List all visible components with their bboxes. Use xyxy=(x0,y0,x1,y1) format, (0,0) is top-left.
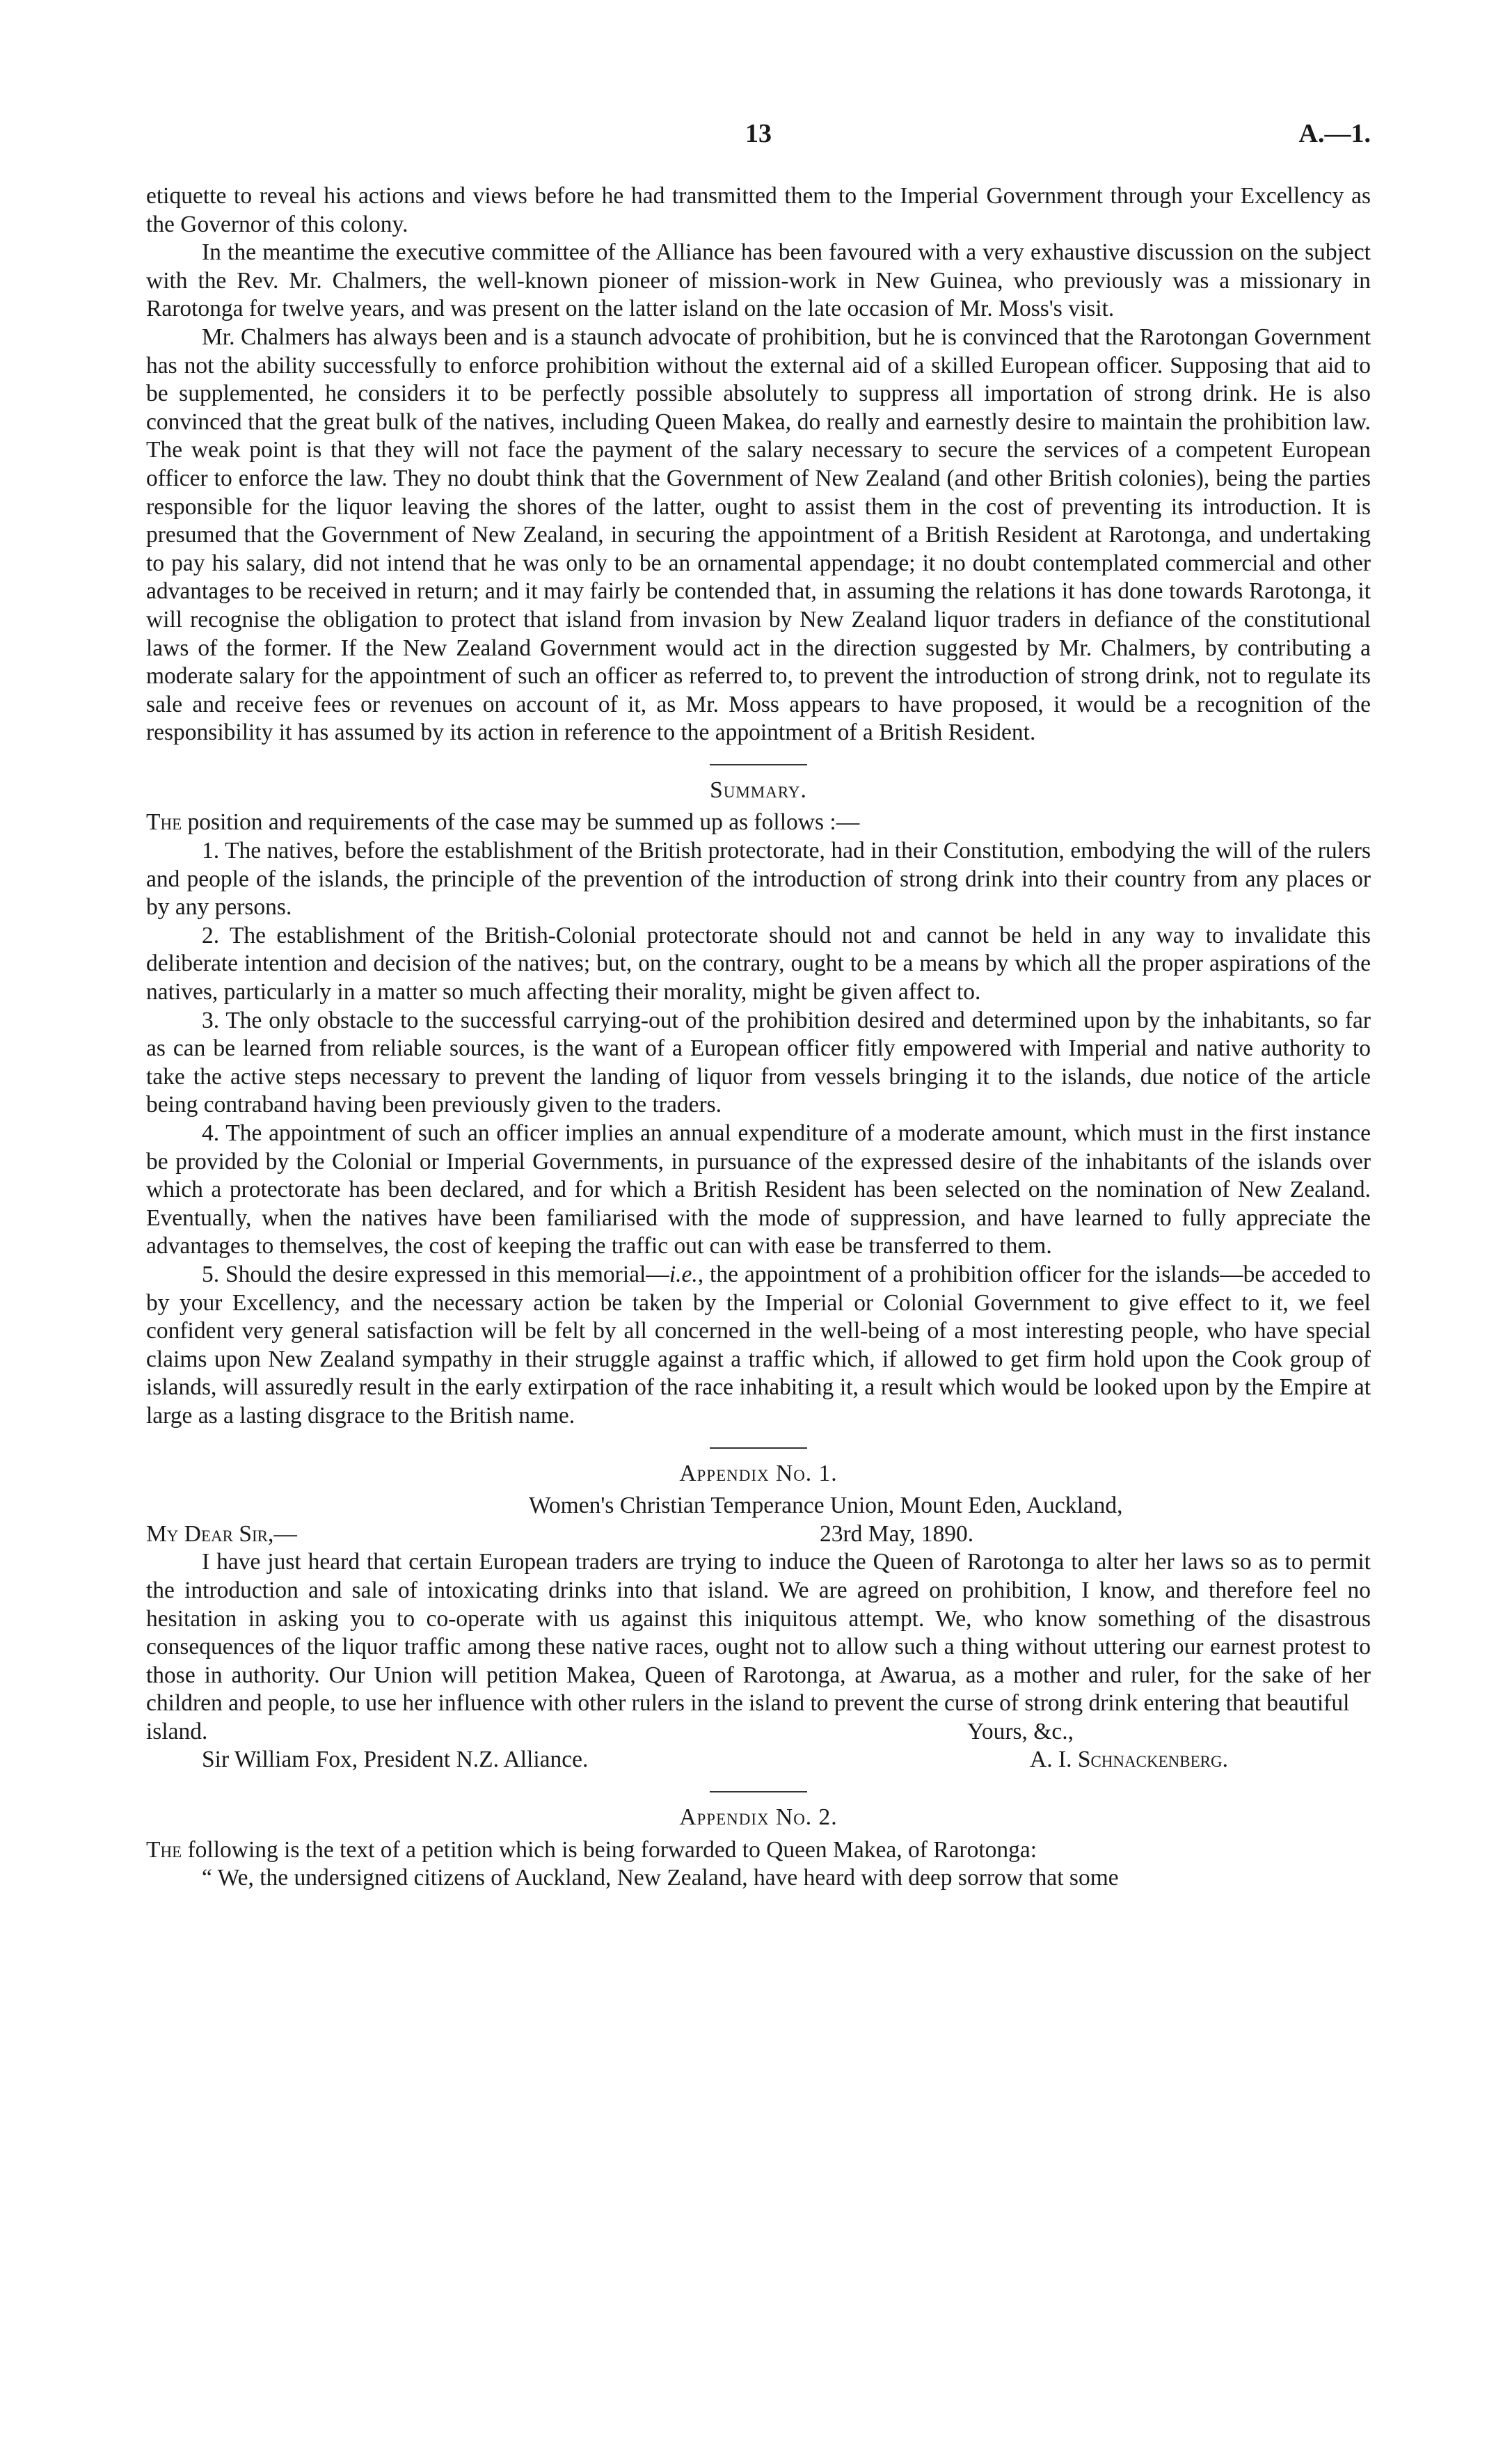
appendix1-heading: Appendix No. 1. xyxy=(679,1460,838,1486)
page-content xyxy=(146,182,1371,1893)
page-header xyxy=(146,118,1371,160)
letter-recipient: Sir William Fox, President N.Z. Alliance. xyxy=(202,1747,589,1773)
summary-item5-text: 5. Should the desire expressed in this memorial— xyxy=(202,1261,669,1287)
summary-item: 1. The natives, before the establishment of the British protectorate, had in their Constitution, embodying the will of the rulers and people of the islands, the principle of the prevention of the introduction of strong drink into their country from any places or by any persons. xyxy=(146,838,1371,921)
summary-item: 4. The appointment of such an officer implies an annual expenditure of a moderate amount, which must in the first instance be provided by the Colonial or Imperial Governments, in pursuance of the expressed desire of the inhabitants of the islands over which a protectorate has been declared, and for which a British Resident has been selected on the nomination of New Zealand. Eventually, when the natives have been familiarised with the mode of suppression, and have learned to fully appreciate the advantages to themselves, the cost of keeping the traffic out can with ease be transferred to them. xyxy=(146,1120,1371,1259)
summary-intro-lead: The xyxy=(146,809,182,836)
summary-heading: Summary. xyxy=(710,777,807,803)
section-divider xyxy=(710,1791,807,1792)
letter-body: I have just heard that certain European traders are trying to induce the Queen of Rarotonga to alter her laws so as to permit the introduction and sale of intoxicating drinks into that island. We are agreed on prohibition, I know, and therefore feel no hesitation in asking you to co-operate with us against this iniquitous attempt. We, who know something of the disastrous consequences of the liquor traffic among these native races, ought not to allow such a thing without uttering our earnest protest to those in authority. Our Union will petition Makea, Queen of Rarotonga, at Awarua, as a mother and ruler, for the sake of her children and people, to use her influence with other rulers in the island to prevent the curse of strong drink entering that beautiful xyxy=(146,1549,1371,1717)
appendix2-heading: Appendix No. 2. xyxy=(679,1804,838,1831)
appendix2-intro-lead: The xyxy=(146,1836,182,1863)
letter-signature-row xyxy=(146,1746,1371,1774)
letter-body-end: island. xyxy=(146,1718,208,1744)
summary-item5-abbrev: i.e. xyxy=(669,1261,698,1287)
letter-date: 23rd May, 1890. xyxy=(820,1520,974,1547)
document-reference: A.—1. xyxy=(1298,119,1371,148)
summary-item xyxy=(146,1261,1371,1431)
body-paragraph: In the meantime the executive committee of the Alliance has been favoured with a very exhaustive discussion on the subject with the Rev. Mr. Chalmers, the well-known pioneer of mission-work in New Guinea, who previously was a missionary in Rarotonga for twelve years, and was present on the latter island on the late occasion of Mr. Moss's visit. xyxy=(146,239,1371,322)
body-paragraph: Mr. Chalmers has always been and is a staunch advocate of prohibition, but he is convinced that the Rarotongan Government has not the ability successfully to enforce prohibition without the external aid of a skilled European officer. Supposing that aid to be supplemented, he considers it to be perfectly possible absolutely to suppress all importation of strong drink. He is also convinced that the great bulk of the natives, including Queen Makea, do really and earnestly desire to maintain the prohibition law. The weak point is that they will not face the payment of the salary necessary to secure the services of a competent European officer to enforce the law. They no doubt think that the Government of New Zealand (and other British colonies), being the parties responsible for the liquor leaving the shores of the latter, ought to assist them in the cost of preventing its introduction. It is presumed that the Government of New Zealand, in securing the appointment of a British Resident at Rarotonga, and undertaking to pay his salary, did not intend that he was only to be an ornamental appendage; it no doubt contemplated commercial and other advantages to be received in return; and it may fairly be contended that, in assuming the relations it has done towards Rarotonga, it will recognise the obligation to protect that island from invasion by New Zealand liquor traders in defiance of the constitutional laws of the former. If the New Zealand Government would act in the direction suggested by Mr. Chalmers, by contributing a moderate salary for the appointment of such an officer as referred to, to prevent the introduction of strong drink, not to regulate its sale and receive fees or revenues on account of it, as Mr. Moss appears to have proposed, it would be a recognition of the responsibility it has assumed by its action in reference to the appointment of a British Resident. xyxy=(146,324,1371,746)
letter-closing: Yours, &c., xyxy=(967,1718,1074,1744)
appendix2-intro xyxy=(146,1836,1371,1865)
summary-item5-text: , the appointment of a prohibition officer for the islands—be acceded to by your Excellency, and the necessary action be taken by the Imperial or Colonial Government to give effect to it, we feel confident very general satisfaction will be felt by all concerned in the well-being of a most interesting people, who have special claims upon New Zealand sympathy in their struggle against a traffic which, if allowed to get firm hold upon the Cook group of islands, will assuredly result in the early extirpation of the race inhabiting it, a result which would be looked upon by the Empire at large as a lasting disgrace to the British name. xyxy=(146,1261,1371,1429)
letter-salutation: My Dear Sir,— xyxy=(146,1520,297,1547)
summary-intro-text: position and requirements of the case may be summed up as follows :— xyxy=(182,809,860,836)
page-number: 13 xyxy=(745,119,772,148)
summary-item: 2. The establishment of the British-Colonial protectorate should not and cannot be held in any way to invalidate this deliberate intention and decision of the natives; but, on the contrary, ought to be a means by which all the proper aspirations of the natives, particularly in a matter so much affecting their morality, might be given affect to. xyxy=(146,922,1371,1005)
appendix2-intro-text: following is the text of a petition which is being forwarded to Queen Makea, of Rarotonga: xyxy=(182,1836,1037,1863)
letter-address: Women's Christian Temperance Union, Mount Eden, Auckland, xyxy=(529,1493,1123,1519)
summary-intro xyxy=(146,809,1371,837)
section-divider xyxy=(710,764,807,765)
letter-closing-row xyxy=(146,1718,1371,1747)
section-divider xyxy=(710,1447,807,1449)
letter-signature: A. I. Schnackenberg. xyxy=(1030,1747,1228,1773)
letter-date-row xyxy=(146,1520,1371,1549)
summary-item: 3. The only obstacle to the successful carrying-out of the prohibition desired and determined upon by the inhabitants, so far as can be learned from reliable sources, is the want of a European officer fitly empowered with Imperial and native authority to take the active steps necessary to prevent the landing of liquor from vessels bringing it to the islands, due notice of the article being contraband having been previously given to the traders. xyxy=(146,1007,1371,1118)
petition-quote: “ We, the undersigned citizens of Auckland, New Zealand, have heard with deep sorrow that some xyxy=(202,1865,1119,1891)
body-paragraph: etiquette to reveal his actions and views before he had transmitted them to the Imperial Government through your Excellency as the Governor of this colony. xyxy=(146,183,1371,237)
